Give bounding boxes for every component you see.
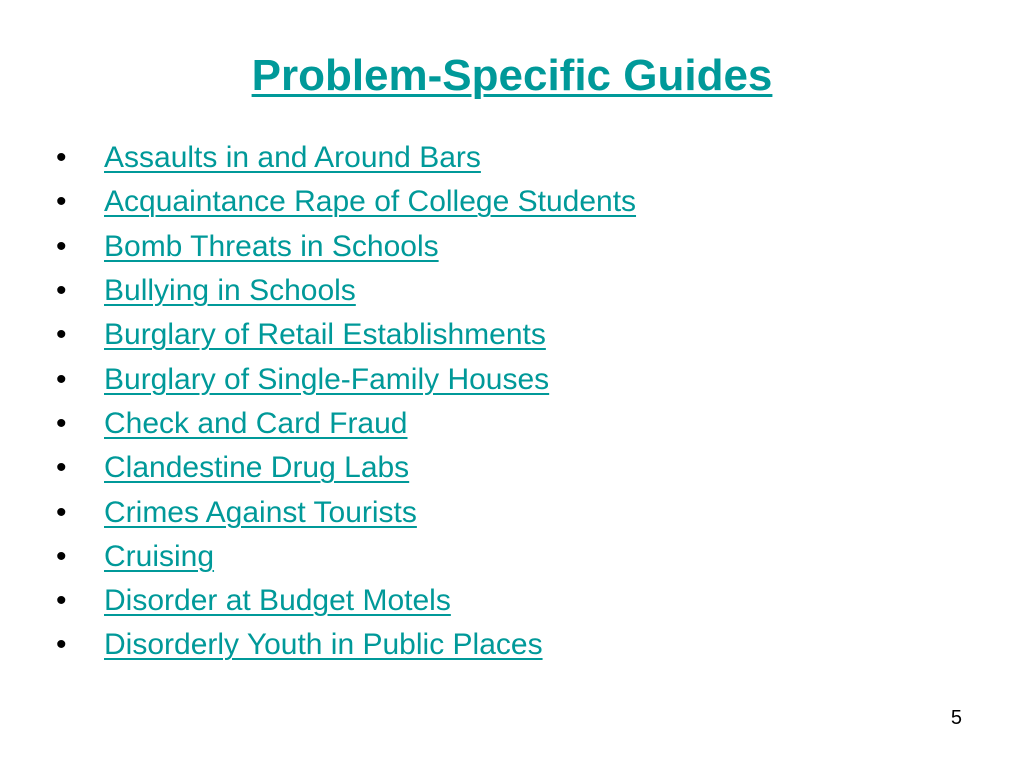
page-number: 5	[950, 707, 962, 729]
slide-title	[0, 48, 1024, 104]
guide-list-item	[56, 402, 636, 446]
guide-list	[56, 136, 636, 668]
guide-link-bomb-threats-in-schools[interactable]: Bomb Threats in Schools	[104, 229, 439, 263]
bullet-icon: •	[56, 185, 67, 219]
guide-link-burglary-of-single-family-houses[interactable]: Burglary of Single-Family Houses	[104, 362, 550, 396]
bullet-icon: •	[56, 451, 67, 485]
guide-list-item	[56, 357, 636, 401]
guide-list-item	[56, 535, 636, 579]
guide-link-crimes-against-tourists[interactable]: Crimes Against Tourists	[104, 495, 417, 529]
guide-list-item	[56, 180, 636, 224]
guide-link-clandestine-drug-labs[interactable]: Clandestine Drug Labs	[104, 451, 410, 485]
guide-link-check-and-card-fraud[interactable]: Check and Card Fraud	[104, 406, 408, 440]
guide-list-item	[56, 623, 636, 667]
bullet-icon: •	[56, 584, 67, 618]
guide-link-disorder-at-budget-motels[interactable]: Disorder at Budget Motels	[104, 584, 451, 618]
bullet-icon: •	[56, 539, 67, 573]
bullet-icon: •	[56, 141, 67, 175]
guide-list-item	[56, 269, 636, 313]
guide-link-bullying-in-schools[interactable]: Bullying in Schools	[104, 274, 356, 308]
guide-list-item	[56, 313, 636, 357]
guide-list-item	[56, 446, 636, 490]
bullet-icon: •	[56, 274, 67, 308]
guide-list-item	[56, 225, 636, 269]
guide-link-cruising[interactable]: Cruising	[104, 539, 215, 573]
guide-list-item	[56, 490, 636, 534]
bullet-icon: •	[56, 495, 67, 529]
bullet-icon: •	[56, 406, 67, 440]
guide-link-assaults-in-and-around-bars[interactable]: Assaults in and Around Bars	[104, 141, 481, 175]
guide-link-disorderly-youth-in-public-places[interactable]: Disorderly Youth in Public Places	[104, 628, 543, 662]
guide-list-item	[56, 579, 636, 623]
bullet-icon: •	[56, 362, 67, 396]
bullet-icon: •	[56, 229, 67, 263]
guide-link-burglary-of-retail-establishments[interactable]: Burglary of Retail Establishments	[104, 318, 546, 352]
guide-link-acquaintance-rape-of-college-students[interactable]: Acquaintance Rape of College Students	[104, 185, 637, 219]
slide-title-text: Problem-Specific Guides	[251, 51, 773, 100]
guide-list-item	[56, 136, 636, 180]
bullet-icon: •	[56, 318, 67, 352]
bullet-icon: •	[56, 628, 67, 662]
